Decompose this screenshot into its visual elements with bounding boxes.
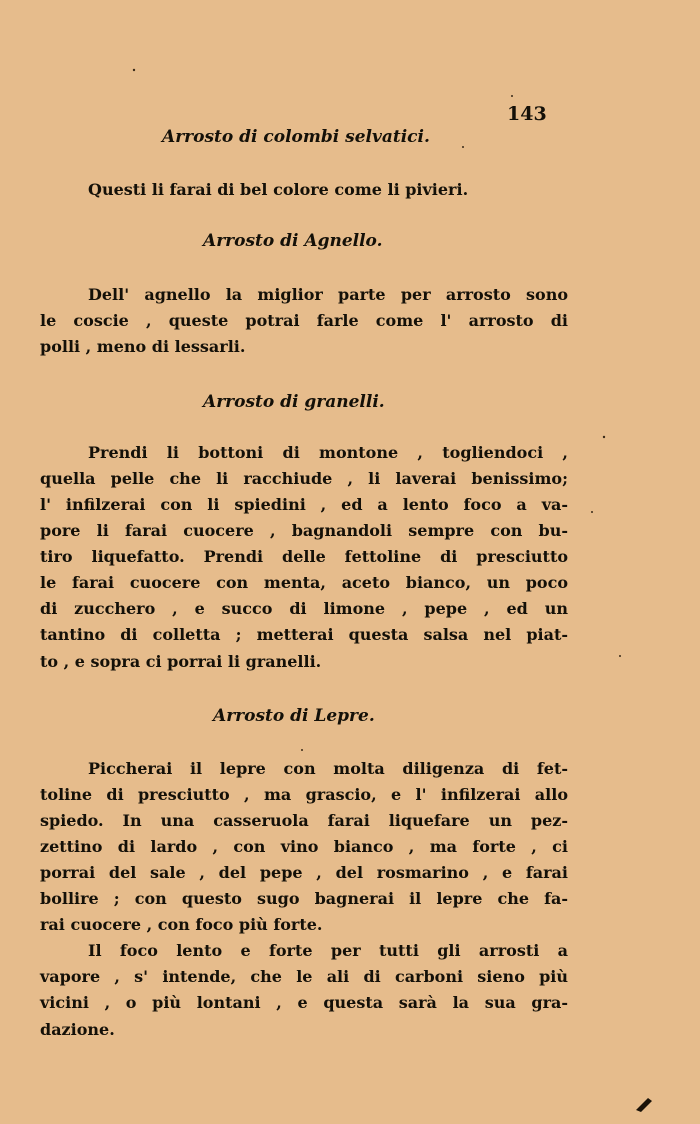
text-line: l' infilzerai con li spiedini , ed a lento foco a va- xyxy=(40,495,568,514)
text-line: vicini , o più lontani , e questa sarà la sua gra- xyxy=(40,993,568,1012)
text-line: Questi li farai di bel colore come li pivieri. xyxy=(88,180,469,199)
text-line: to , e sopra ci porrai li granelli. xyxy=(40,652,322,671)
text-line: Prendi li bottoni di montone , togliendoci , xyxy=(88,443,568,462)
text-line: tiro liquefatto. Prendi delle fettoline di presciutto xyxy=(40,547,568,566)
text-line: Dell' agnello la miglior parte per arrosto sono xyxy=(88,285,568,304)
text-line: pore li farai cuocere , bagnandoli sempre con bu- xyxy=(40,521,568,540)
text-line: zettino di lardo , con vino bianco , ma forte , ci xyxy=(40,837,568,856)
text-line: Piccherai il lepre con molta diligenza di fet- xyxy=(88,759,568,778)
section-heading: Arrosto di granelli. xyxy=(203,392,385,412)
text-line: spiedo. In una casseruola farai liquefare un pez- xyxy=(40,811,568,830)
ink-mark-icon xyxy=(636,1098,652,1112)
text-line: dazione. xyxy=(40,1020,115,1039)
text-line: le coscie , queste potrai farle come l' arrosto di xyxy=(40,311,568,330)
text-line: Il foco lento e forte per tutti gli arrosti a xyxy=(88,941,568,960)
page-number: 143 xyxy=(507,103,547,125)
section-heading: Arrosto di colombi selvatici. xyxy=(162,127,430,147)
text-line: polli , meno di lessarli. xyxy=(40,337,246,356)
text-line: vapore , s' intende, che le ali di carboni sieno più xyxy=(40,967,568,986)
text-line: le farai cuocere con menta, aceto bianco, un poco xyxy=(40,573,568,592)
section-heading: Arrosto di Agnello. xyxy=(203,231,383,251)
text-line: rai cuocere , con foco più forte. xyxy=(40,915,323,934)
section-heading: Arrosto di Lepre. xyxy=(213,706,375,726)
text-line: quella pelle che li racchiude , li laverai benissimo; xyxy=(40,469,568,488)
text-line: di zucchero , e succo di limone , pepe , ed un xyxy=(40,599,568,618)
text-line: toline di presciutto , ma grascio, e l' infilzerai allo xyxy=(40,785,568,804)
text-line: porrai del sale , del pepe , del rosmarino , e farai xyxy=(40,863,568,882)
text-line: tantino di colletta ; metterai questa salsa nel piat- xyxy=(40,625,568,644)
text-line: bollire ; con questo sugo bagnerai il lepre che fa- xyxy=(40,889,568,908)
